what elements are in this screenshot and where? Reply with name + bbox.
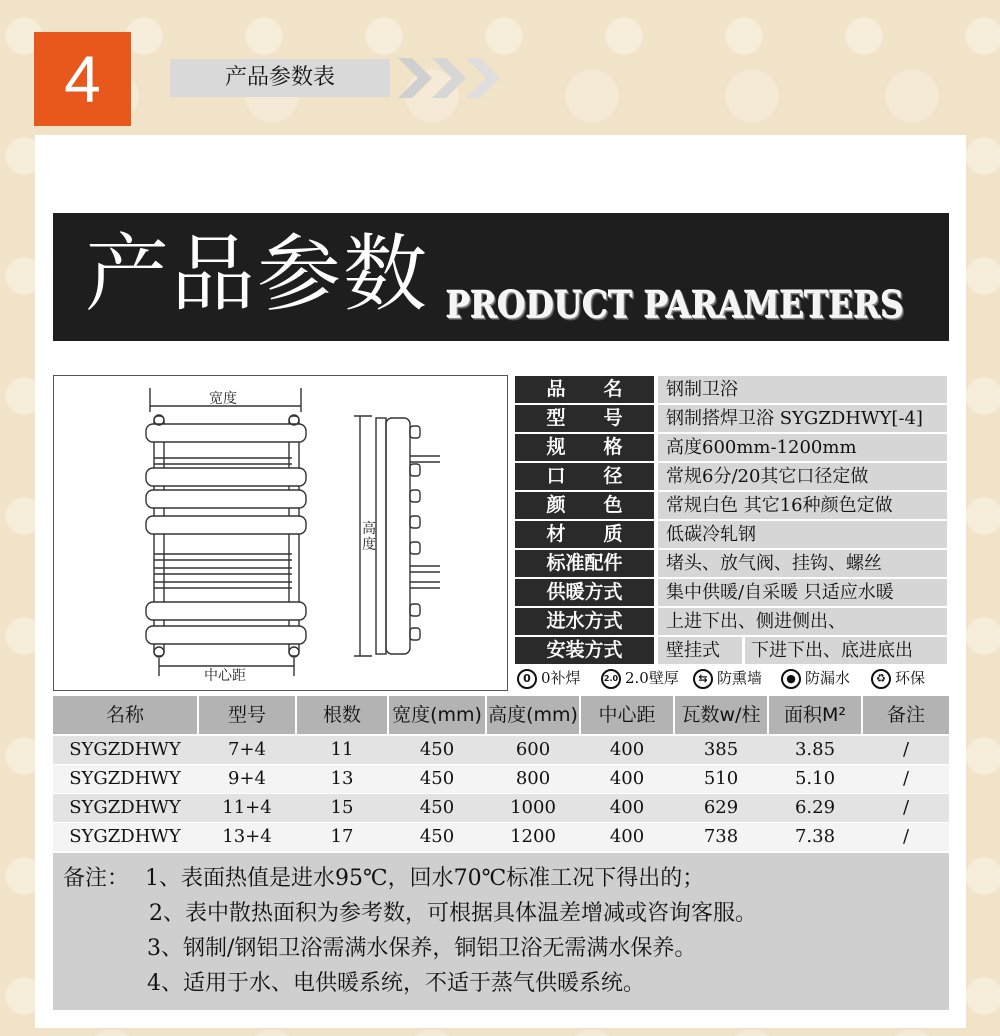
spec-key: 口 径 xyxy=(515,463,654,490)
table-cell: 1200 xyxy=(510,826,556,847)
table-cell: 7+4 xyxy=(228,739,266,760)
banner-title-en: PRODUCT PARAMETERS xyxy=(446,283,905,327)
table-cell: SYGZDHWY xyxy=(69,768,181,789)
spec-key: 型 号 xyxy=(515,405,654,432)
spec-row xyxy=(513,375,949,403)
table-cell: SYGZDHWY xyxy=(69,739,181,760)
table-header-cell: 中心距 xyxy=(581,696,673,734)
spec-row xyxy=(513,404,949,432)
spec-row xyxy=(513,433,949,461)
spec-key: 颜 色 xyxy=(515,492,654,519)
spec-value: 常规6分/20其它口径定做 xyxy=(658,463,947,490)
table-header-cell: 名称 xyxy=(53,696,197,734)
table-header-cell: 宽度(mm) xyxy=(389,696,485,734)
table-cell: 600 xyxy=(515,739,551,760)
table-cell: 1000 xyxy=(510,797,556,818)
spec-value: 壁挂式 xyxy=(658,637,742,664)
banner-title-cn: 产品参数 xyxy=(85,225,430,323)
feature-label: 0补焊 xyxy=(541,669,581,687)
note-item: 1、表面热值是进水95℃，回水70℃标准工况下得出的； xyxy=(145,866,705,891)
spec-value: 常规白色 其它16种颜色定做 xyxy=(658,492,947,519)
note-item: 3、钢制/钢铝卫浴需满水保养，铜铝卫浴无需满水保养。 xyxy=(147,936,697,961)
notes-prefix: 备注： xyxy=(63,866,130,891)
table-cell: 3.85 xyxy=(794,739,836,760)
feature-item xyxy=(601,667,679,689)
table-cell: 11 xyxy=(330,739,354,760)
table-cell: / xyxy=(902,797,910,818)
spec-value: 堵头、放气阀、挂钩、螺丝 xyxy=(658,550,947,577)
table-cell: 400 xyxy=(609,826,645,847)
note-item: 4、适用于水、电供暖系统，不适于蒸气供暖系统。 xyxy=(147,971,645,996)
spec-row xyxy=(513,549,949,577)
table-cell: 450 xyxy=(419,826,455,847)
eco-icon: ♻ xyxy=(871,669,891,689)
table-cell: / xyxy=(902,768,910,789)
height-label: 高度 xyxy=(362,521,376,553)
spec-value: 集中供暖/自采暖 只适应水暖 xyxy=(658,579,947,606)
table-cell: 400 xyxy=(609,739,645,760)
spec-key: 规 格 xyxy=(515,434,654,461)
table-cell: 450 xyxy=(419,797,455,818)
spec-row xyxy=(513,462,949,490)
table-cell: 9+4 xyxy=(228,768,266,789)
table-cell: 7.38 xyxy=(794,826,836,847)
spec-list xyxy=(513,375,949,665)
spec-key: 进水方式 xyxy=(515,608,654,635)
table-header-cell: 面积M² xyxy=(769,696,861,734)
spec-row xyxy=(513,491,949,519)
feature-item xyxy=(517,667,581,689)
table-row xyxy=(53,823,949,851)
feature-label: 环保 xyxy=(895,669,926,687)
table-header-cell: 型号 xyxy=(199,696,295,734)
spec-value: 高度600mm-1200mm xyxy=(658,434,947,461)
table-cell: 15 xyxy=(330,797,354,818)
table-cell: 510 xyxy=(703,768,739,789)
spec-row xyxy=(513,578,949,606)
table-cell: 13+4 xyxy=(222,826,272,847)
table-header-cell: 备注 xyxy=(863,696,949,734)
spec-value: 上进下出、侧进侧出、 xyxy=(658,608,947,635)
table-cell: SYGZDHWY xyxy=(69,826,181,847)
table-cell: 629 xyxy=(703,797,739,818)
table-row xyxy=(53,794,949,822)
note-item: 2、表中散热面积为参考数，可根据具体温差增减或咨询客服。 xyxy=(149,901,757,926)
table-cell: 385 xyxy=(703,739,739,760)
table-cell: 5.10 xyxy=(794,768,836,789)
table-cell: 11+4 xyxy=(222,797,272,818)
spec-key: 安装方式 xyxy=(515,637,654,664)
spec-key: 供暖方式 xyxy=(515,579,654,606)
spec-key: 材 质 xyxy=(515,521,654,548)
spec-value: 钢制搭焊卫浴 SYGZDHWY[-4] xyxy=(658,405,947,432)
table-cell: 450 xyxy=(419,739,455,760)
table-row xyxy=(53,736,949,764)
zero-weld-icon: 0 xyxy=(517,669,537,689)
wall-thickness-icon: 2.0 xyxy=(601,669,621,689)
feature-item xyxy=(781,667,850,689)
leak-proof-icon: ● xyxy=(781,669,801,689)
feature-label: 防漏水 xyxy=(805,669,851,687)
table-cell: SYGZDHWY xyxy=(69,797,181,818)
radiator-drawing xyxy=(54,376,509,692)
feature-item xyxy=(693,667,762,689)
table-cell: 6.29 xyxy=(794,797,836,818)
spec-row xyxy=(513,607,949,635)
table-cell: 400 xyxy=(609,797,645,818)
table-header-cell: 根数 xyxy=(297,696,387,734)
spec-key: 品 名 xyxy=(515,376,654,403)
table-cell: 450 xyxy=(419,768,455,789)
center-distance-label: 中心距 xyxy=(204,668,246,684)
table-cell: 800 xyxy=(515,768,551,789)
spec-key: 标准配件 xyxy=(515,550,654,577)
spec-row xyxy=(513,636,949,664)
radiator-diagram xyxy=(53,375,508,691)
table-cell: / xyxy=(902,739,910,760)
anti-smoke-wall-icon: ⇆ xyxy=(693,669,713,689)
feature-icons-row xyxy=(513,665,949,691)
table-cell: / xyxy=(902,826,910,847)
table-cell: 13 xyxy=(330,768,354,789)
spec-value: 钢制卫浴 xyxy=(658,376,947,403)
spec-value-extra: 下进下出、底进底出 xyxy=(745,637,947,664)
table-cell: 738 xyxy=(703,826,739,847)
table-cell: 400 xyxy=(609,768,645,789)
table-header-cell: 高度(mm) xyxy=(487,696,579,734)
section-number-badge: 4 xyxy=(34,32,131,126)
chevron-arrows-icon xyxy=(398,56,502,100)
width-label: 宽度 xyxy=(209,391,237,407)
section-title: 产品参数表 xyxy=(170,59,390,97)
feature-label: 2.0壁厚 xyxy=(625,669,679,687)
feature-item xyxy=(871,667,925,689)
table-row xyxy=(53,765,949,793)
notes-box xyxy=(53,853,949,1010)
table-header-cell: 瓦数w/柱 xyxy=(675,696,767,734)
spec-value: 低碳冷轧钢 xyxy=(658,521,947,548)
table-cell: 17 xyxy=(330,826,354,847)
spec-row xyxy=(513,520,949,548)
feature-label: 防熏墙 xyxy=(717,669,763,687)
